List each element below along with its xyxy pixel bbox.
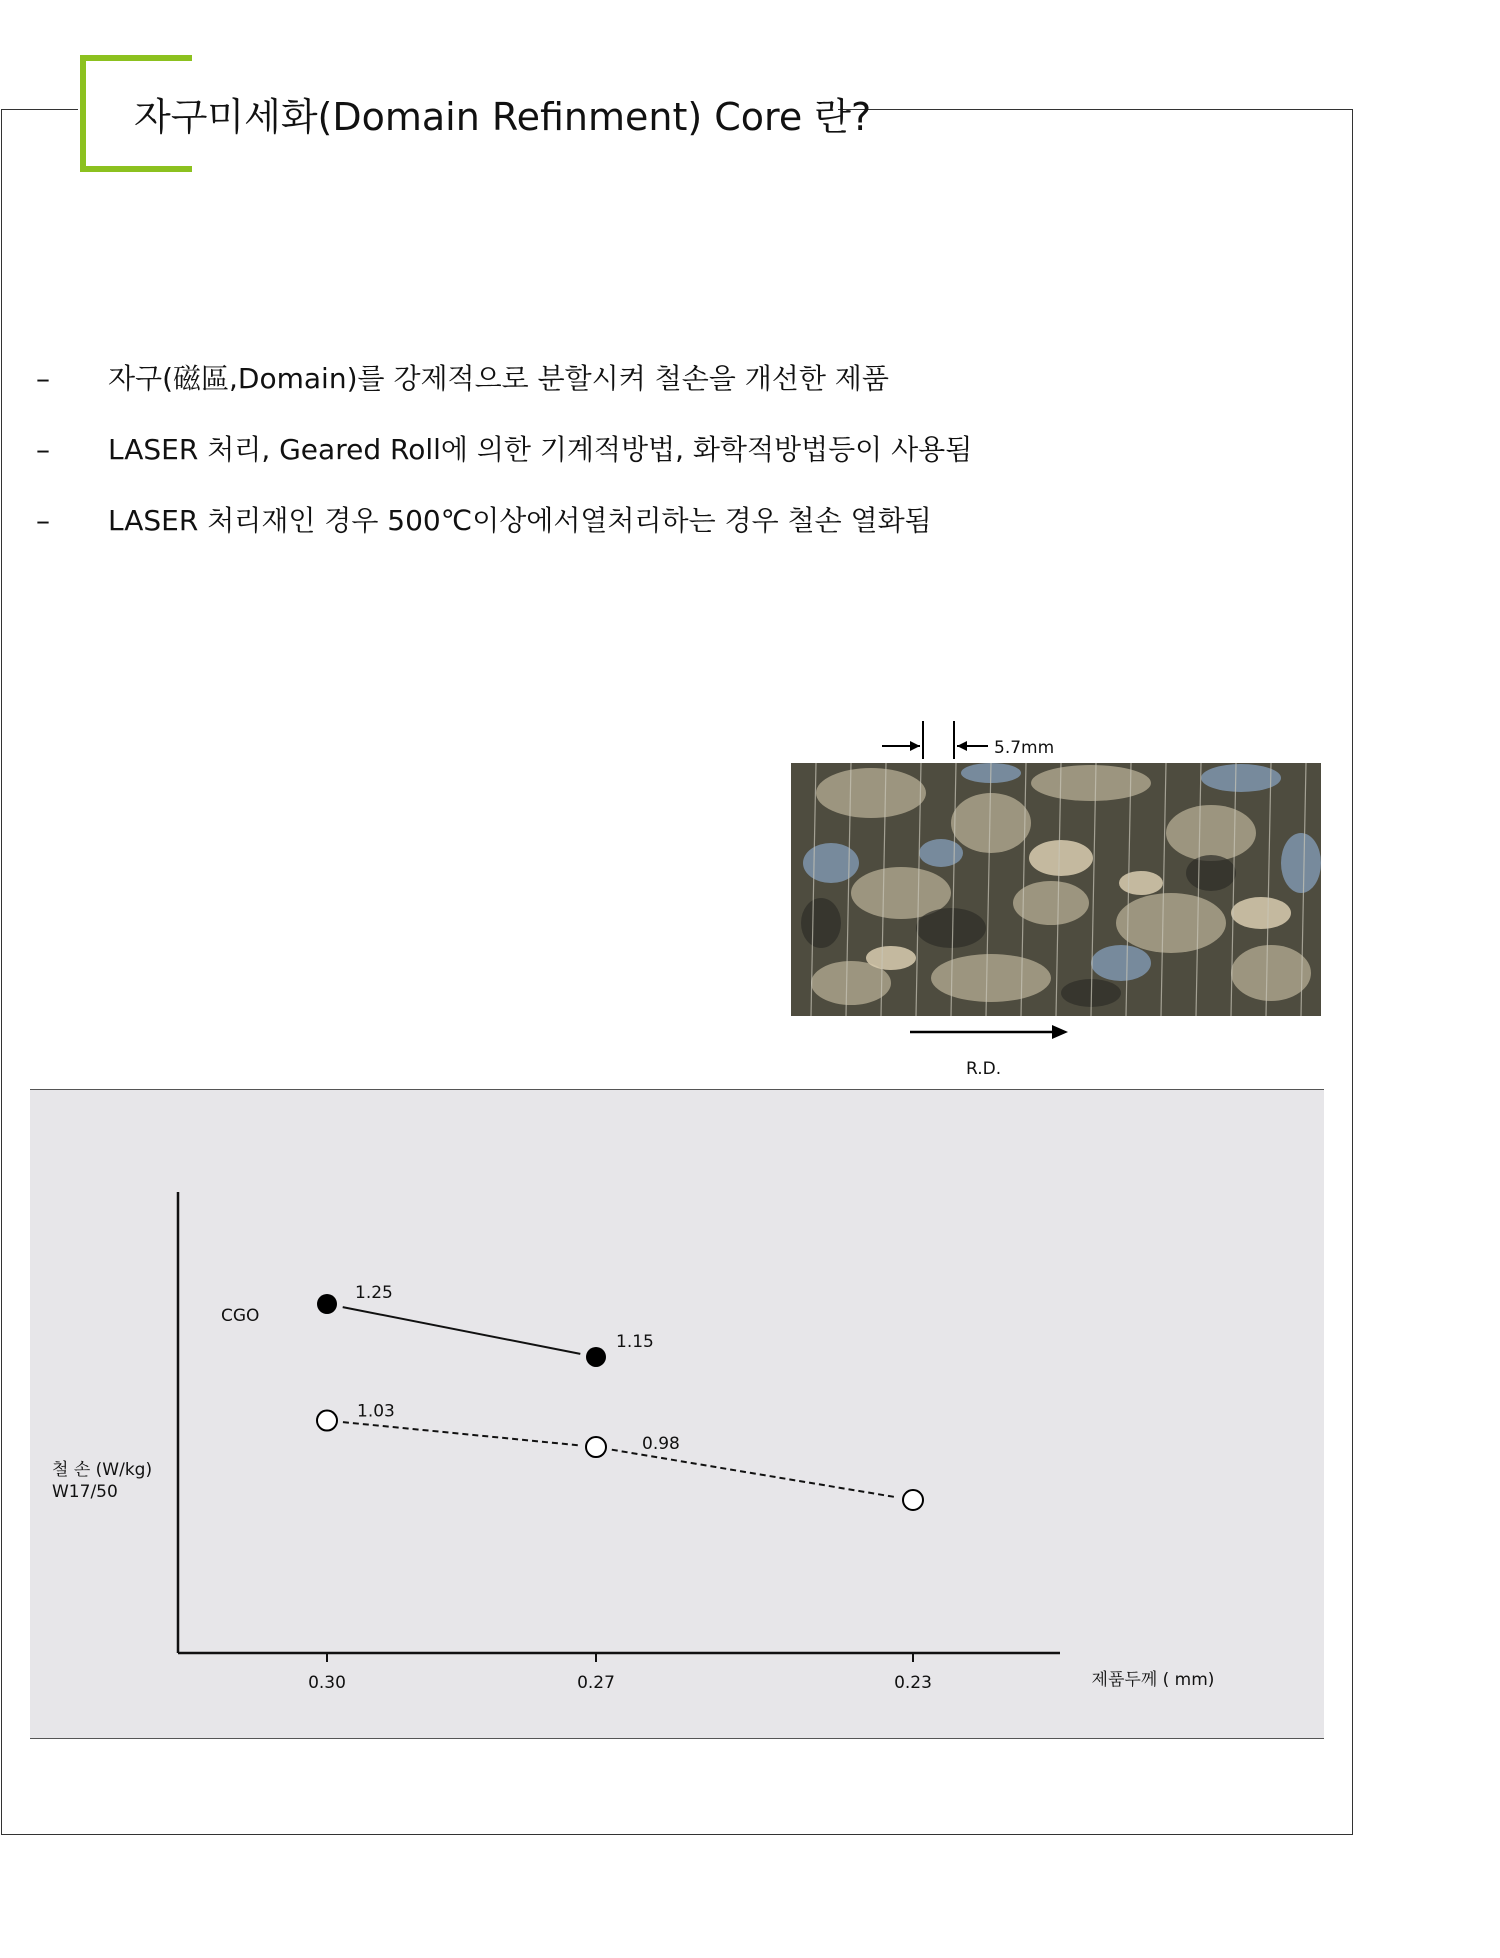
series-line	[343, 1422, 580, 1445]
domain-spacing-marker	[870, 717, 1070, 763]
series-line	[612, 1450, 897, 1498]
page-title: 자구미세화(Domain Refinment) Core 란?	[134, 95, 872, 139]
core-loss-chart	[30, 1090, 1324, 1740]
data-label: 1.25	[355, 1283, 393, 1303]
series-1	[317, 1402, 923, 1510]
domain-photo	[791, 763, 1321, 1016]
chart-panel	[30, 1089, 1324, 1739]
data-point	[317, 1294, 337, 1314]
bullet-item	[36, 499, 932, 539]
bullet-dash: –	[36, 362, 50, 395]
y-axis-label-sub: W17/50	[52, 1482, 118, 1502]
data-label: 1.15	[616, 1331, 654, 1352]
bullet-text: 자구(磁區,Domain)를 강제적으로 분할시켜 철손을 개선한 제품	[108, 362, 889, 395]
spacing-label: 5.7mm	[994, 738, 1055, 758]
x-tick-label: 0.27	[577, 1673, 615, 1693]
data-point	[903, 1490, 923, 1510]
bullet-item	[36, 357, 889, 397]
x-axis-label: 제품두께 ( mm)	[1091, 1670, 1215, 1690]
data-label: 0.98	[642, 1434, 680, 1455]
data-point	[317, 1411, 337, 1431]
bullet-text: LASER 처리, Geared Roll에 의한 기계적방법, 화학적방법등이 사용됨	[108, 433, 973, 466]
data-label: 1.03	[357, 1401, 395, 1422]
rolling-direction-marker	[905, 1020, 1080, 1086]
y-axis-label: 철 손 (W/kg)	[52, 1460, 153, 1480]
data-point	[586, 1437, 606, 1457]
bullet-dash: –	[36, 433, 50, 466]
bullet-dash: –	[36, 504, 50, 537]
series-line	[343, 1307, 581, 1354]
direction-label: R.D.	[966, 1059, 1002, 1079]
x-tick-label: 0.30	[308, 1673, 346, 1693]
data-point	[586, 1347, 606, 1367]
series-name-label: CGO	[221, 1306, 260, 1326]
bullet-text: LASER 처리재인 경우 500℃이상에서열처리하는 경우 철손 열화됨	[108, 504, 932, 537]
bullet-item	[36, 428, 972, 468]
series-0	[221, 1283, 654, 1367]
x-tick-label: 0.23	[894, 1673, 932, 1693]
